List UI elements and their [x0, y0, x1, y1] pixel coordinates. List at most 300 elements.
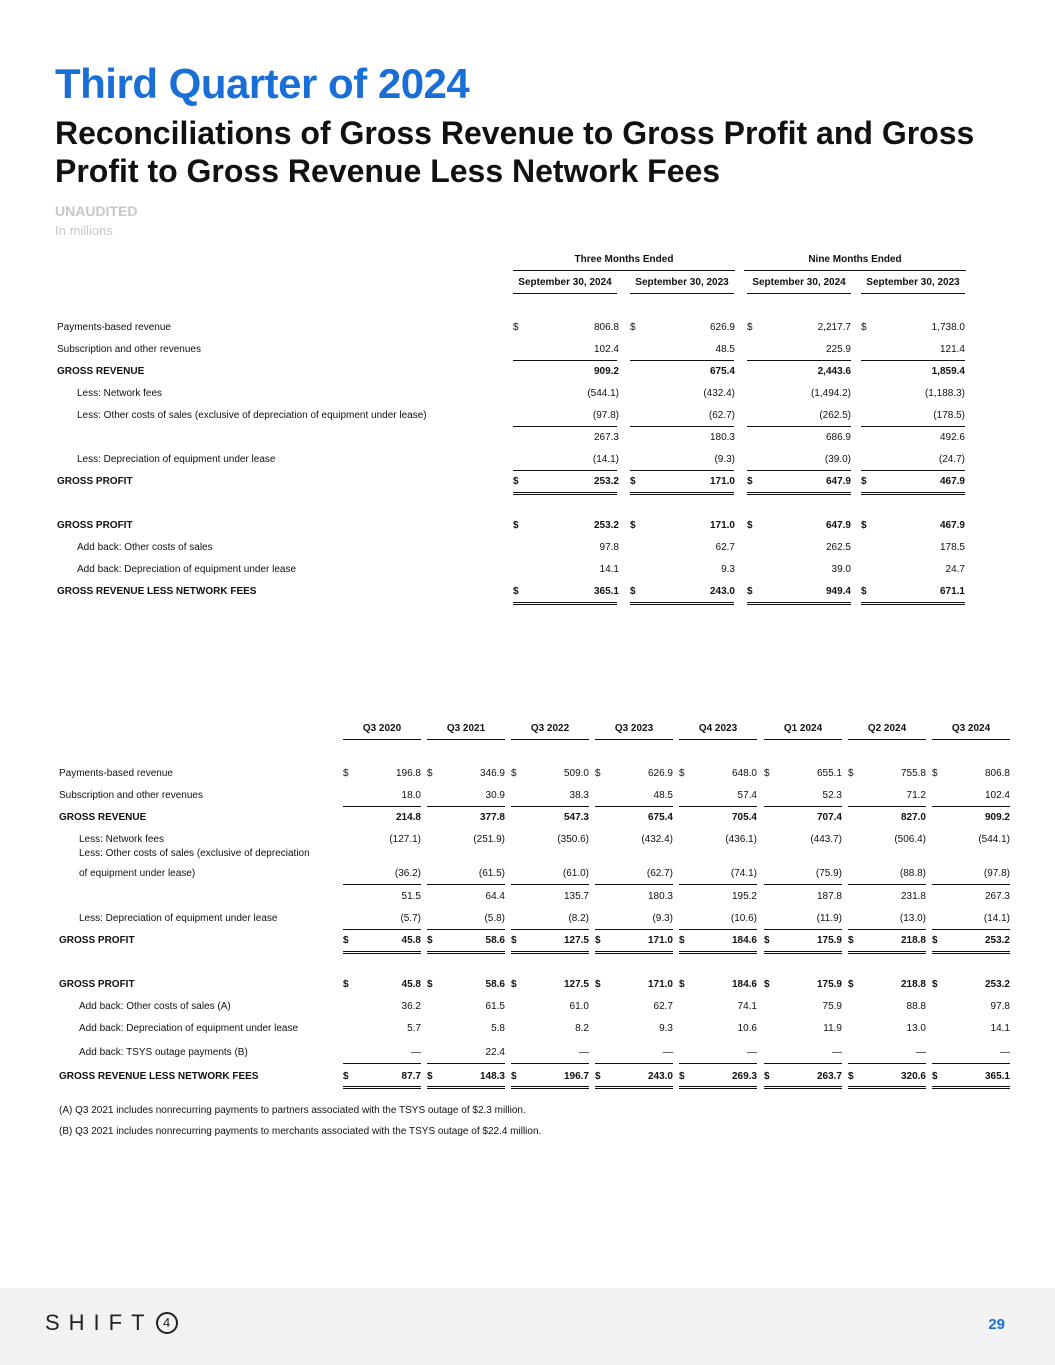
table-row [57, 581, 972, 603]
column-header-underline [513, 293, 617, 294]
table-cell: (5.7) [400, 913, 421, 924]
footnote-a: (A) Q3 2021 includes nonrecurring payments to partners associated with the TSYS outage of $2.3 million. [59, 1105, 526, 1116]
table-cell: 2,217.7 [817, 322, 851, 333]
row-label: Add back: Depreciation of equipment under lease [79, 1023, 299, 1034]
total-rule [747, 602, 851, 605]
row-label: Add back: Other costs of sales (A) [79, 1001, 231, 1012]
table-cell: 626.9 [647, 768, 673, 779]
table-cell: 51.5 [401, 891, 421, 902]
table-cell: (432.4) [641, 834, 673, 845]
table-cell: 365.1 [984, 1071, 1010, 1082]
column-header-underline [427, 739, 505, 740]
shift4-logo: SHIFT 4 [45, 1310, 178, 1336]
table-cell: 195.2 [731, 891, 757, 902]
currency-symbol: $ [343, 935, 349, 946]
table-cell: 262.5 [825, 542, 851, 553]
subtotal-rule [848, 806, 926, 807]
column-header: Q3 2021 [446, 723, 486, 734]
table-cell: 675.4 [709, 366, 735, 377]
currency-symbol: $ [595, 768, 601, 779]
table-cell: 267.3 [984, 891, 1010, 902]
currency-symbol: $ [511, 1071, 517, 1082]
table-cell: 9.3 [721, 564, 735, 575]
currency-symbol: $ [679, 935, 685, 946]
subtotal-rule [595, 929, 673, 930]
total-rule [343, 1086, 421, 1089]
total-rule [861, 602, 965, 605]
table-cell: 127.5 [563, 979, 589, 990]
table-cell: 102.4 [984, 790, 1010, 801]
subtotal-rule [513, 470, 617, 471]
table-cell: 87.7 [401, 1071, 421, 1082]
currency-symbol: $ [511, 768, 517, 779]
table-cell: (1,188.3) [924, 388, 965, 399]
table-row [57, 383, 972, 405]
currency-symbol: $ [848, 935, 854, 946]
subtotal-rule [343, 806, 421, 807]
table-row [59, 908, 1009, 930]
table-cell: 14.1 [990, 1023, 1010, 1034]
table-cell: (62.7) [708, 410, 735, 421]
currency-symbol: $ [511, 935, 517, 946]
table-cell: 253.2 [593, 520, 619, 531]
table-cell: 102.4 [593, 344, 619, 355]
column-header-underline [747, 293, 851, 294]
table-cell: — [832, 1047, 842, 1058]
table-cell: 88.8 [906, 1001, 926, 1012]
total-rule [511, 951, 589, 954]
table-cell: (127.1) [389, 834, 421, 845]
column-header: Q3 2020 [362, 723, 402, 734]
table-cell: 705.4 [731, 812, 757, 823]
table-cell: (62.7) [646, 868, 673, 879]
column-header-underline [595, 739, 673, 740]
table-cell: 647.9 [825, 476, 851, 487]
currency-symbol: $ [679, 768, 685, 779]
table-cell: 71.2 [906, 790, 926, 801]
table-cell: (544.1) [587, 388, 619, 399]
subtotal-rule [747, 470, 851, 471]
table-cell: (97.8) [592, 410, 619, 421]
subtotal-rule [932, 929, 1010, 930]
table-cell: (8.2) [568, 913, 589, 924]
table-cell: 509.0 [563, 768, 589, 779]
table-cell: 267.3 [593, 432, 619, 443]
table-cell: 346.9 [479, 768, 505, 779]
total-rule [932, 1086, 1010, 1089]
column-header: Q3 2024 [951, 723, 991, 734]
table-cell: 39.0 [831, 564, 851, 575]
column-header: September 30, 2023 [866, 277, 960, 288]
table-cell: 10.6 [737, 1023, 757, 1034]
table-cell: (11.9) [816, 913, 842, 924]
table-cell: — [411, 1047, 421, 1058]
subtotal-rule [427, 806, 505, 807]
table-cell: (14.1) [592, 454, 619, 465]
table-cell: (61.0) [562, 868, 589, 879]
subtotal-rule [932, 806, 1010, 807]
table-cell: 909.2 [984, 812, 1010, 823]
total-rule [513, 492, 617, 495]
table-cell: 755.8 [900, 768, 926, 779]
table-cell: (350.6) [557, 834, 589, 845]
table-cell: 97.8 [990, 1001, 1010, 1012]
total-rule [764, 1086, 842, 1089]
table-cell: 11.9 [823, 1023, 842, 1034]
table-row [57, 339, 972, 361]
row-label: Less: Network fees [77, 388, 163, 399]
table-cell: 5.7 [407, 1023, 421, 1034]
subtotal-rule [513, 360, 617, 361]
total-rule [861, 492, 965, 495]
currency-symbol: $ [861, 322, 867, 333]
table-cell: 171.0 [709, 476, 735, 487]
subtotal-rule [595, 884, 673, 885]
table-row [59, 848, 1010, 879]
table-cell: 196.7 [563, 1071, 589, 1082]
row-label: GROSS PROFIT [57, 520, 133, 531]
column-header-underline [764, 739, 842, 740]
table-cell: (74.1) [730, 868, 757, 879]
row-label: Less: Other costs of sales (exclusive of depreciation of equipment under lease) [77, 410, 427, 421]
table-cell: 707.4 [816, 812, 842, 823]
table-cell: 214.8 [395, 812, 421, 823]
currency-symbol: $ [747, 322, 753, 333]
subtotal-rule [747, 360, 851, 361]
table-cell: 547.3 [563, 812, 589, 823]
row-label: Subscription and other revenues [59, 790, 203, 801]
currency-symbol: $ [764, 1071, 770, 1082]
row-label: Less: Network fees [79, 834, 165, 845]
currency-symbol: $ [343, 979, 349, 990]
table-cell: (36.2) [394, 868, 421, 879]
table-cell: 74.1 [737, 1001, 757, 1012]
column-header-underline [848, 739, 926, 740]
table-cell: 45.8 [401, 979, 421, 990]
table-row [59, 763, 1009, 785]
table-cell: 180.3 [709, 432, 735, 443]
column-header: Q3 2022 [530, 723, 570, 734]
currency-symbol: $ [679, 979, 685, 990]
column-header: September 30, 2023 [635, 277, 729, 288]
table-row [59, 807, 1009, 829]
table-cell: 467.9 [939, 520, 965, 531]
table-cell: (544.1) [978, 834, 1010, 845]
currency-symbol: $ [861, 520, 867, 531]
row-label: Payments-based revenue [59, 768, 173, 779]
currency-symbol: $ [595, 979, 601, 990]
table-cell: 8.2 [575, 1023, 589, 1034]
currency-symbol: $ [679, 1071, 685, 1082]
column-header: Q2 2024 [867, 723, 907, 734]
table-cell: 178.5 [939, 542, 965, 553]
total-rule [511, 1086, 589, 1089]
currency-symbol: $ [513, 586, 519, 597]
table-cell: (75.9) [815, 868, 842, 879]
table-cell: 1,738.0 [931, 322, 965, 333]
subtotal-rule [511, 884, 589, 885]
subtotal-rule [679, 1063, 757, 1064]
table-row [59, 1042, 1009, 1064]
total-rule [595, 951, 673, 954]
table-cell: 62.7 [653, 1001, 673, 1012]
table-cell: 57.4 [737, 790, 757, 801]
table-cell: 58.6 [485, 979, 505, 990]
units-label: In millions [55, 223, 113, 238]
row-label: Less: Depreciation of equipment under lease [77, 454, 276, 465]
table-cell: — [916, 1047, 926, 1058]
currency-symbol: $ [427, 935, 433, 946]
table-cell: 9.3 [659, 1023, 673, 1034]
reconciliation-table-period [57, 252, 972, 612]
total-rule [630, 602, 734, 605]
table-cell: 135.7 [563, 891, 589, 902]
column-header: Q4 2023 [698, 723, 738, 734]
table-cell: (506.4) [894, 834, 926, 845]
subtotal-rule [595, 1063, 673, 1064]
unaudited-label: UNAUDITED [55, 203, 138, 219]
table-row [59, 1018, 1009, 1040]
table-cell: 13.0 [906, 1023, 926, 1034]
table-cell: 806.8 [593, 322, 619, 333]
table-cell: (13.0) [899, 913, 926, 924]
subtotal-rule [513, 426, 617, 427]
row-label: GROSS PROFIT [57, 476, 133, 487]
table-cell: (24.7) [938, 454, 965, 465]
subtotal-rule [861, 470, 965, 471]
table-cell: 243.0 [647, 1071, 673, 1082]
reconciliation-table-quarterly [59, 718, 1009, 1098]
currency-symbol: $ [630, 520, 636, 531]
table-cell: — [1000, 1047, 1010, 1058]
currency-symbol: $ [747, 520, 753, 531]
footnote-b: (B) Q3 2021 includes nonrecurring payments to merchants associated with the TSYS outage of $22.4 million. [59, 1126, 542, 1137]
currency-symbol: $ [427, 979, 433, 990]
total-rule [679, 951, 757, 954]
table-cell: 655.1 [816, 768, 842, 779]
table-cell: 909.2 [593, 366, 619, 377]
row-label: Payments-based revenue [57, 322, 171, 333]
table-cell: 62.7 [715, 542, 735, 553]
table-cell: 365.1 [593, 586, 619, 597]
currency-symbol: $ [747, 586, 753, 597]
table-cell: 36.2 [401, 1001, 421, 1012]
subtotal-rule [343, 884, 421, 885]
table-row [57, 449, 972, 471]
currency-symbol: $ [848, 979, 854, 990]
subtotal-rule [427, 1063, 505, 1064]
currency-symbol: $ [343, 768, 349, 779]
table-cell: 24.7 [945, 564, 965, 575]
table-cell: (10.6) [730, 913, 757, 924]
table-cell: 187.8 [816, 891, 842, 902]
page-title: Third Quarter of 2024 [55, 60, 470, 107]
table-cell: 320.6 [900, 1071, 926, 1082]
table-cell: 14.1 [599, 564, 619, 575]
table-cell: 806.8 [984, 768, 1010, 779]
table-cell: 648.0 [731, 768, 757, 779]
table-cell: (1,494.2) [810, 388, 851, 399]
table-cell: 184.6 [731, 979, 757, 990]
table-cell: (436.1) [725, 834, 757, 845]
table-cell: 58.6 [485, 935, 505, 946]
column-header-underline [861, 293, 965, 294]
table-cell: 171.0 [647, 935, 673, 946]
table-row [59, 886, 1009, 908]
row-label: GROSS REVENUE [57, 366, 145, 377]
table-cell: (14.1) [983, 913, 1010, 924]
table-cell: 97.8 [599, 542, 619, 553]
currency-symbol: $ [932, 1071, 938, 1082]
table-cell: 225.9 [825, 344, 851, 355]
table-cell: (9.3) [714, 454, 735, 465]
page-number: 29 [988, 1316, 1005, 1333]
row-label: GROSS PROFIT [59, 935, 135, 946]
table-row [59, 930, 1009, 952]
currency-symbol: $ [427, 768, 433, 779]
table-cell: 30.9 [485, 790, 505, 801]
subtotal-rule [848, 1063, 926, 1064]
table-cell: 827.0 [900, 812, 926, 823]
total-rule [630, 492, 734, 495]
table-row [57, 515, 972, 537]
table-cell: (97.8) [983, 868, 1010, 879]
table-cell: 64.4 [485, 891, 505, 902]
table-cell: 196.8 [395, 768, 421, 779]
total-rule [679, 1086, 757, 1089]
subtotal-rule [932, 1063, 1010, 1064]
subtotal-rule [511, 1063, 589, 1064]
table-cell: 18.0 [401, 790, 421, 801]
table-row [57, 537, 972, 559]
table-cell: 22.4 [485, 1047, 505, 1058]
row-label: Add back: TSYS outage payments (B) [79, 1047, 248, 1058]
table-cell: — [663, 1047, 673, 1058]
subtotal-rule [932, 884, 1010, 885]
table-cell: 184.6 [731, 935, 757, 946]
table-cell: 2,443.6 [817, 366, 851, 377]
column-header: Q3 2023 [614, 723, 654, 734]
currency-symbol: $ [630, 476, 636, 487]
table-cell: 467.9 [939, 476, 965, 487]
group-header-underline [513, 270, 735, 271]
subtotal-rule [679, 806, 757, 807]
row-label: Add back: Other costs of sales [77, 542, 213, 553]
table-cell: 61.0 [569, 1001, 589, 1012]
table-cell: 253.2 [984, 935, 1010, 946]
table-cell: 218.8 [900, 935, 926, 946]
total-rule [848, 951, 926, 954]
subtotal-rule [764, 884, 842, 885]
shift4-logo-mark: 4 [156, 1312, 178, 1334]
total-rule [932, 951, 1010, 954]
total-rule [595, 1086, 673, 1089]
table-cell: 148.3 [479, 1071, 505, 1082]
currency-symbol: $ [343, 1071, 349, 1082]
row-label: Less: Depreciation of equipment under lease [79, 913, 278, 924]
subtotal-rule [764, 1063, 842, 1064]
subtotal-rule [511, 929, 589, 930]
column-header: September 30, 2024 [752, 277, 846, 288]
table-cell: 253.2 [593, 476, 619, 487]
page-subtitle: Reconciliations of Gross Revenue to Gross Profit and Gross Profit to Gross Revenue Less Network Fees [55, 115, 975, 189]
total-rule [427, 951, 505, 954]
table-cell: 492.6 [939, 432, 965, 443]
currency-symbol: $ [513, 520, 519, 531]
table-cell: 675.4 [647, 812, 673, 823]
table-cell: 5.8 [491, 1023, 505, 1034]
column-header-underline [679, 739, 757, 740]
currency-symbol: $ [747, 476, 753, 487]
group-header-underline [744, 270, 966, 271]
table-row [59, 1066, 1009, 1088]
total-rule [848, 1086, 926, 1089]
subtotal-rule [630, 426, 734, 427]
column-header-underline [343, 739, 421, 740]
subtotal-rule [679, 884, 757, 885]
table-row [57, 427, 972, 449]
table-cell: 1,859.4 [931, 366, 965, 377]
table-cell: 175.9 [816, 979, 842, 990]
currency-symbol: $ [513, 476, 519, 487]
subtotal-rule [595, 806, 673, 807]
table-cell: (178.5) [933, 410, 965, 421]
currency-symbol: $ [513, 322, 519, 333]
total-rule [343, 951, 421, 954]
row-label: Less: Other costs of sales (exclusive of depreciation [79, 848, 310, 859]
table-cell: (5.8) [484, 913, 505, 924]
table-cell: (88.8) [899, 868, 926, 879]
currency-symbol: $ [932, 768, 938, 779]
table-cell: (251.9) [473, 834, 505, 845]
currency-symbol: $ [595, 1071, 601, 1082]
table-cell: 48.5 [653, 790, 673, 801]
subtotal-rule [427, 929, 505, 930]
subtotal-rule [764, 806, 842, 807]
currency-symbol: $ [861, 586, 867, 597]
subtotal-rule [848, 884, 926, 885]
table-cell: (39.0) [824, 454, 851, 465]
column-header-underline [511, 739, 589, 740]
table-cell: 263.7 [816, 1071, 842, 1082]
group-header-nine-months: Nine Months Ended [808, 254, 902, 265]
currency-symbol: $ [764, 768, 770, 779]
row-label: GROSS REVENUE [59, 812, 147, 823]
currency-symbol: $ [932, 935, 938, 946]
table-cell: (61.5) [478, 868, 505, 879]
table-cell: 75.9 [822, 1001, 842, 1012]
table-row [57, 361, 972, 383]
total-rule [513, 602, 617, 605]
table-cell: (443.7) [810, 834, 842, 845]
currency-symbol: $ [848, 1071, 854, 1082]
table-cell: 218.8 [900, 979, 926, 990]
table-cell: 269.3 [731, 1071, 757, 1082]
row-label: Add back: Depreciation of equipment under lease [77, 564, 297, 575]
group-header-three-months: Three Months Ended [574, 254, 674, 265]
subtotal-rule [747, 426, 851, 427]
currency-symbol: $ [932, 979, 938, 990]
table-cell: 52.3 [822, 790, 842, 801]
subtotal-rule [679, 929, 757, 930]
currency-symbol: $ [764, 935, 770, 946]
table-cell: — [579, 1047, 589, 1058]
table-cell: (432.4) [703, 388, 735, 399]
total-rule [764, 951, 842, 954]
table-row [57, 471, 972, 493]
currency-symbol: $ [427, 1071, 433, 1082]
table-cell: 949.4 [825, 586, 851, 597]
